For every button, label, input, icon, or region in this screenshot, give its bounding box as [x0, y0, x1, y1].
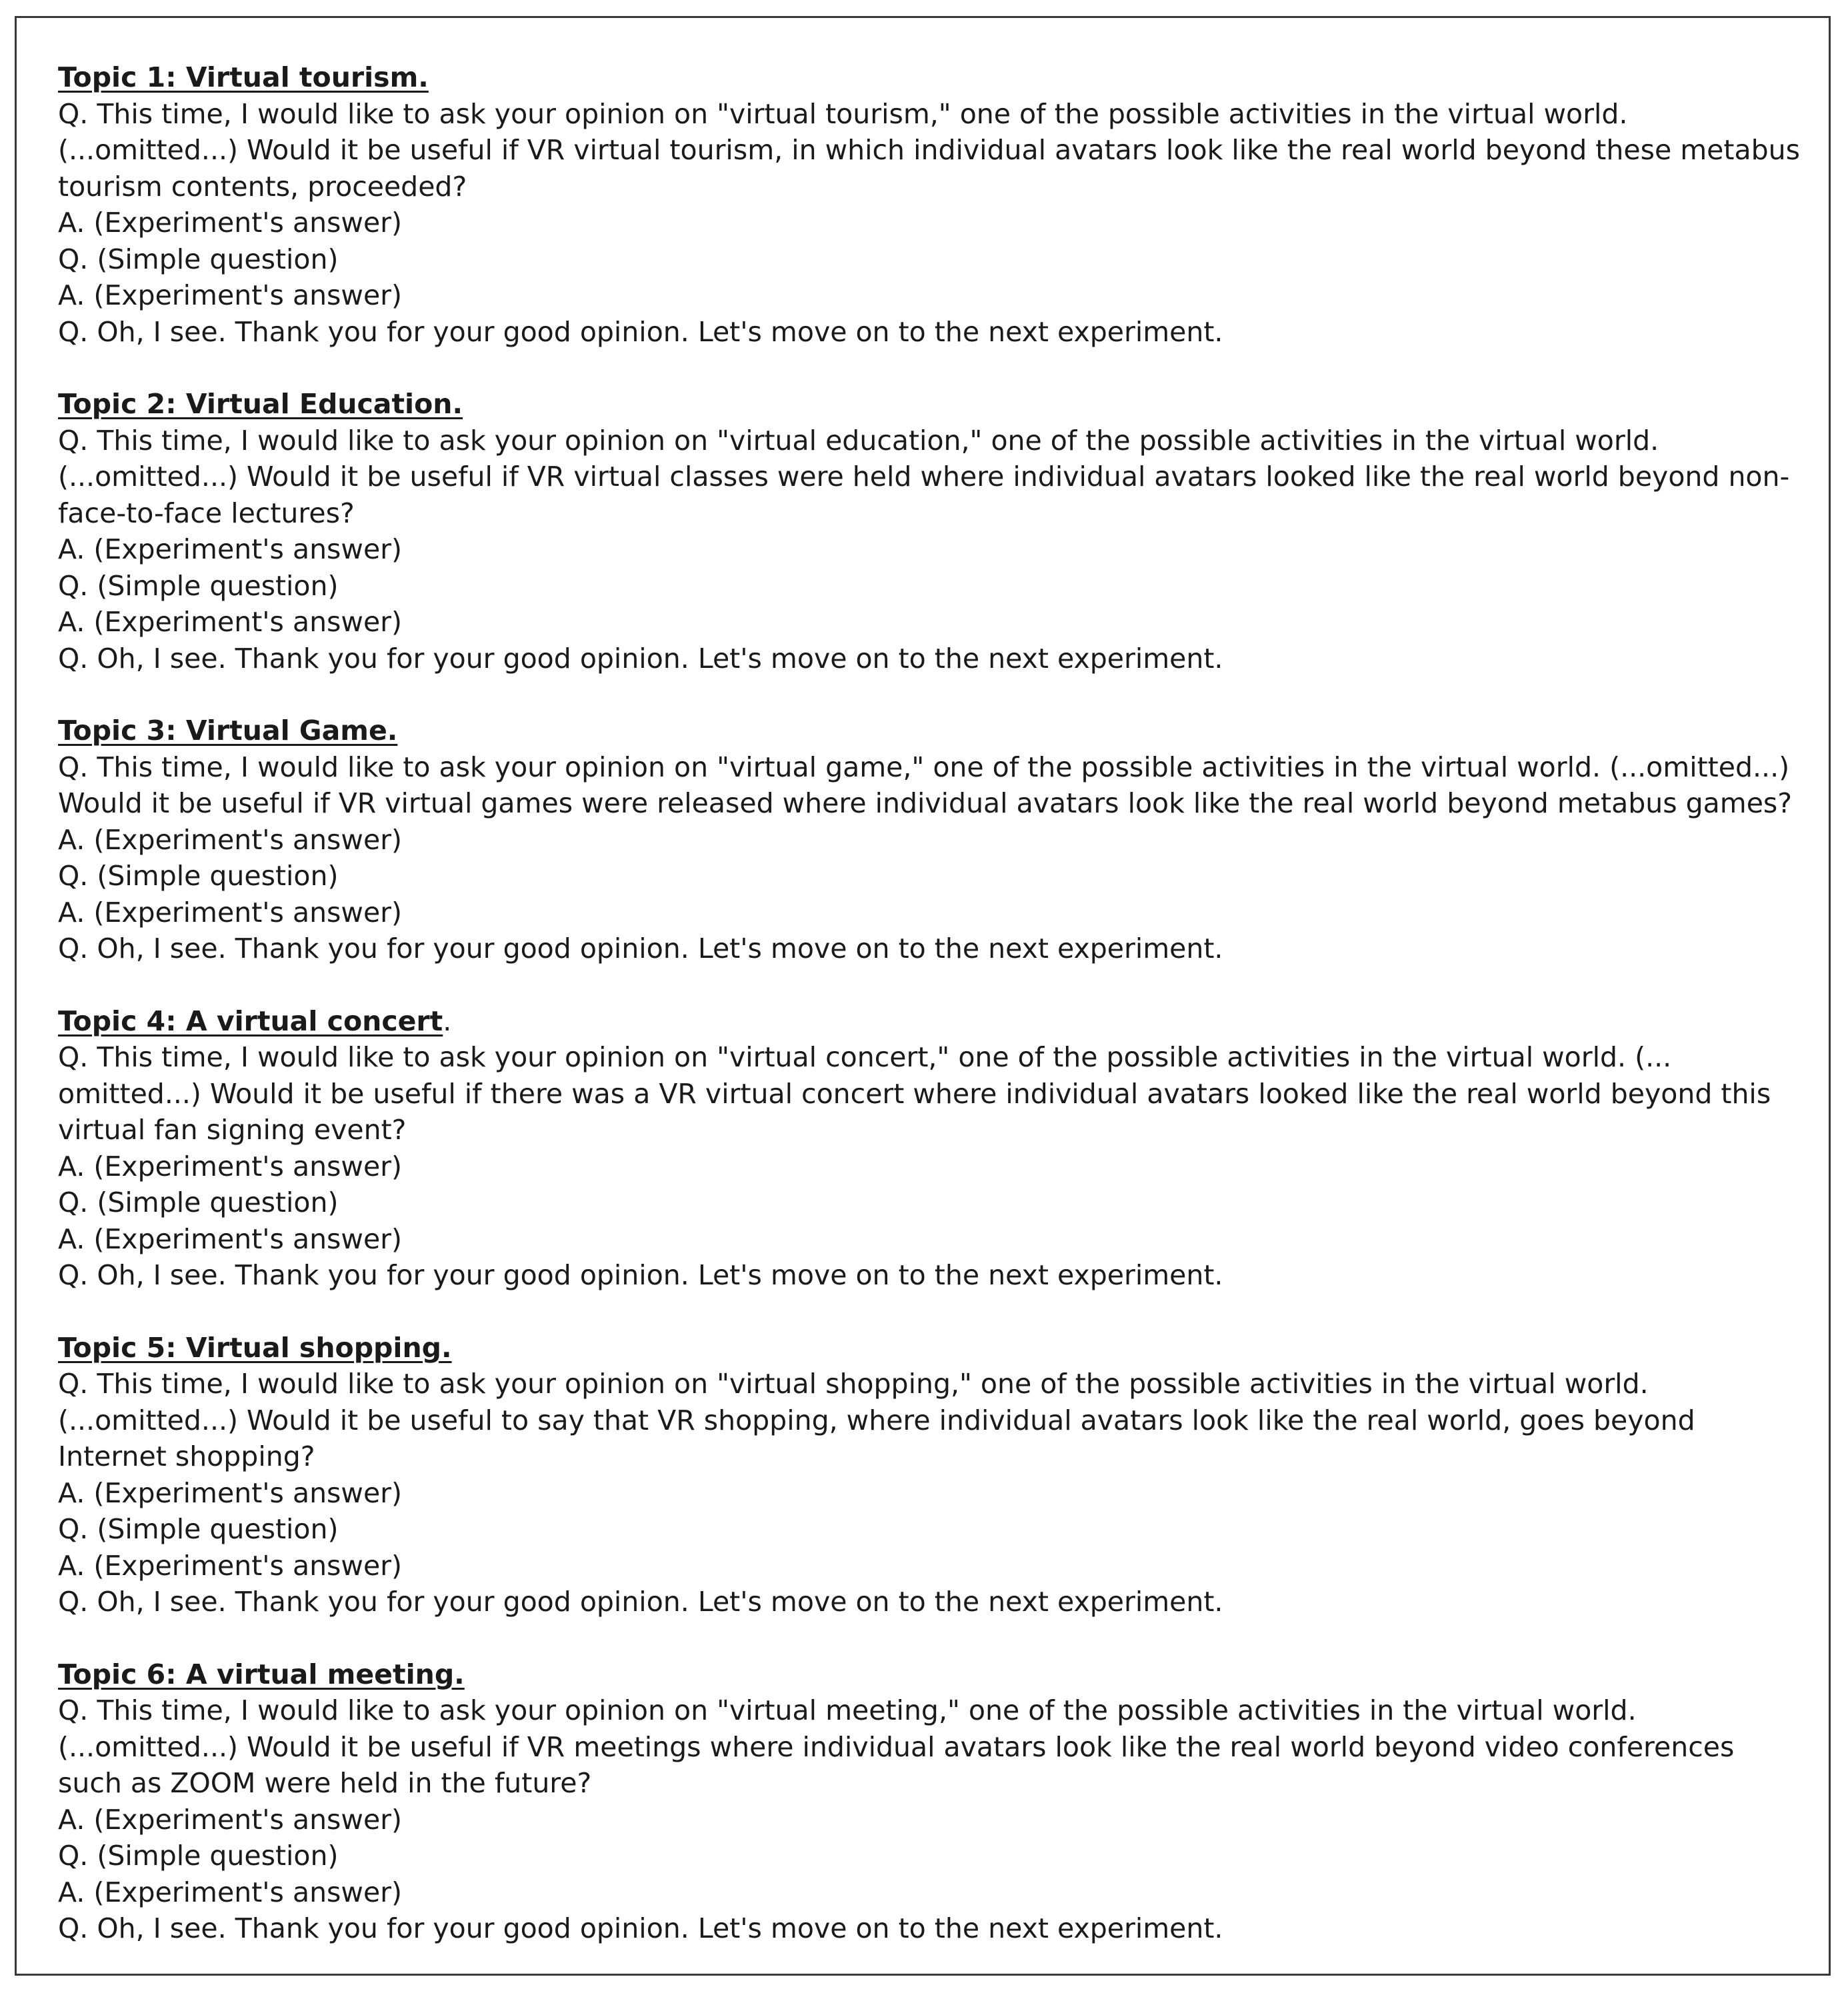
dialogue-line: Q. Oh, I see. Thank you for your good opinion. Let's move on to the next experiment.	[58, 315, 1223, 348]
topic-section-1	[58, 59, 1831, 350]
dialogue-line: A. (Experiment's answer)	[58, 1150, 403, 1182]
topic-section-3	[58, 713, 1831, 967]
dialogue-line: such as ZOOM were held in the future?	[58, 1767, 592, 1799]
topic-heading-row	[58, 59, 1831, 96]
dialogue-line: face-to-face lectures?	[58, 497, 355, 529]
dialogue-line: Q. This time, I would like to ask your opinion on "virtual concert," one of the possible activities in the virtual world. (...	[58, 1041, 1672, 1073]
dialogue-line: Q. (Simple question)	[58, 243, 339, 275]
topic-heading-row	[58, 1330, 1831, 1366]
dialogue-line: A. (Experiment's answer)	[58, 1876, 403, 1908]
topic-section-4	[58, 1003, 1831, 1294]
dialogue-line: A. (Experiment's answer)	[58, 1549, 403, 1582]
dialogue-line: A. (Experiment's answer)	[58, 606, 403, 638]
dialogue-line: Q. Oh, I see. Thank you for your good opinion. Let's move on to the next experiment.	[58, 933, 1223, 965]
topic-title-suffix: .	[443, 1004, 452, 1037]
topic-title: Topic 1: Virtual tourism.	[58, 61, 429, 93]
topic-heading-row	[58, 1656, 1831, 1693]
dialogue-line: Q. This time, I would like to ask your opinion on "virtual tourism," one of the possible activities in the virtual world.	[58, 97, 1628, 130]
topic-heading-row	[58, 1003, 1831, 1040]
dialogue-line: A. (Experiment's answer)	[58, 896, 403, 929]
dialogue-line: tourism contents, proceeded?	[58, 170, 467, 203]
dialogue-line: Q. (Simple question)	[58, 1840, 339, 1872]
dialogue-line: A. (Experiment's answer)	[58, 533, 403, 565]
document-content	[58, 59, 1831, 1983]
dialogue-line: A. (Experiment's answer)	[58, 1222, 403, 1255]
dialogue-line: Q. This time, I would like to ask your opinion on "virtual game," one of the possible activities in the virtual world. (...omitted...)	[58, 751, 1790, 783]
dialogue-line: omitted...) Would it be useful if there was a VR virtual concert where individual avatars looked like the real world beyond this	[58, 1077, 1771, 1110]
topic-section-6	[58, 1656, 1831, 1947]
dialogue-line: Q. (Simple question)	[58, 1513, 339, 1545]
dialogue-line: Q. Oh, I see. Thank you for your good opinion. Let's move on to the next experiment.	[58, 1586, 1223, 1618]
dialogue-line: A. (Experiment's answer)	[58, 1476, 403, 1509]
dialogue-line: A. (Experiment's answer)	[58, 207, 403, 239]
dialogue-line: A. (Experiment's answer)	[58, 823, 403, 856]
topic-section-2	[58, 386, 1831, 677]
dialogue-line: (...omitted...) Would it be useful if VR virtual classes were held where individual avatars looked like the real world beyond non-	[58, 461, 1790, 493]
dialogue-line: Would it be useful if VR virtual games were released where individual avatars look like the real world beyond metabus games?	[58, 787, 1793, 819]
dialogue-line: Q. This time, I would like to ask your opinion on "virtual meeting," one of the possible activities in the virtual world.	[58, 1694, 1637, 1726]
dialogue-line: A. (Experiment's answer)	[58, 279, 403, 311]
dialogue-line: (...omitted...) Would it be useful if VR virtual tourism, in which individual avatars look like the real world beyond these metabus	[58, 134, 1800, 166]
topic-section-5	[58, 1330, 1831, 1620]
topic-title: Topic 4: A virtual concert	[58, 1004, 443, 1037]
topic-title: Topic 2: Virtual Education.	[58, 388, 463, 420]
topic-title: Topic 5: Virtual shopping.	[58, 1331, 452, 1364]
dialogue-line: (...omitted...) Would it be useful if VR meetings where individual avatars look like the real world beyond video conferences	[58, 1730, 1735, 1763]
dialogue-line: Q. (Simple question)	[58, 569, 339, 602]
topic-title: Topic 6: A virtual meeting.	[58, 1658, 465, 1690]
dialogue-line: Internet shopping?	[58, 1440, 315, 1472]
topic-heading-row	[58, 713, 1831, 749]
topic-title: Topic 3: Virtual Game.	[58, 715, 398, 747]
dialogue-line: Q. This time, I would like to ask your opinion on "virtual shopping," one of the possible activities in the virtual world.	[58, 1368, 1649, 1400]
dialogue-line: Q. This time, I would like to ask your opinion on "virtual education," one of the possible activities in the virtual world.	[58, 424, 1659, 457]
document-frame	[15, 16, 1831, 1976]
dialogue-line: Q. (Simple question)	[58, 1186, 339, 1218]
dialogue-line: (...omitted...) Would it be useful to say that VR shopping, where individual avatars look like the real world, goes beyond	[58, 1404, 1695, 1436]
dialogue-line: A. (Experiment's answer)	[58, 1803, 403, 1836]
dialogue-line: Q. Oh, I see. Thank you for your good opinion. Let's move on to the next experiment.	[58, 1912, 1223, 1944]
dialogue-line: Q. Oh, I see. Thank you for your good opinion. Let's move on to the next experiment.	[58, 642, 1223, 675]
dialogue-line: virtual fan signing event?	[58, 1114, 407, 1146]
dialogue-line: Q. (Simple question)	[58, 860, 339, 892]
topic-heading-row	[58, 386, 1831, 423]
dialogue-line: Q. Oh, I see. Thank you for your good opinion. Let's move on to the next experiment.	[58, 1259, 1223, 1291]
